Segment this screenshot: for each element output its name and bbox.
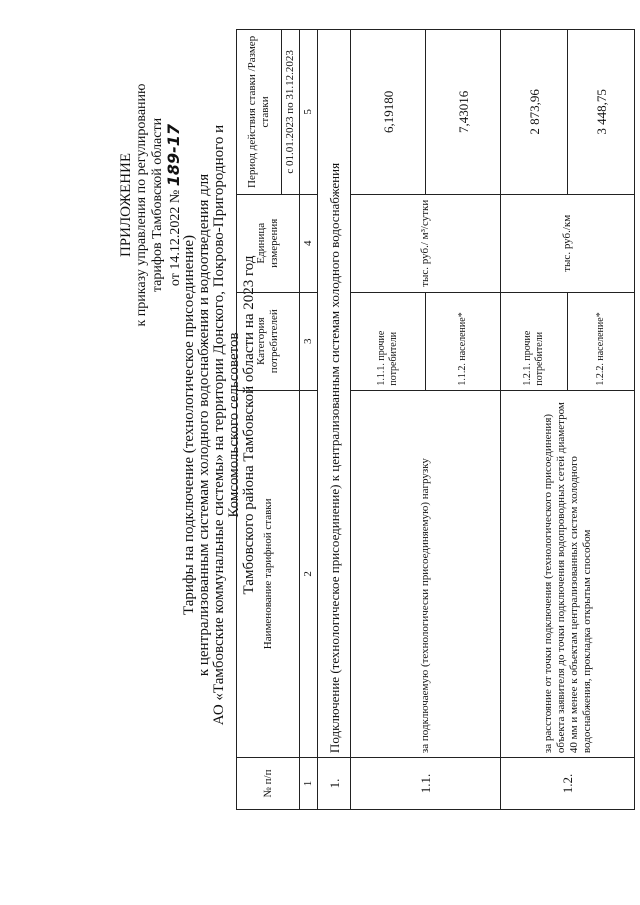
row-1-1-unit: тыс. руб./ м³/сутки (351, 194, 501, 292)
appendix-date: от 14.12.2022 № (168, 189, 183, 287)
row-1-1-name: за подключаемую (технологически присоединяемую) нагрузку (351, 390, 501, 757)
header-num: № п/п (237, 758, 300, 810)
appendix-line-3: тарифов Тамбовской области (150, 117, 165, 293)
col-number-5: 5 (300, 30, 318, 195)
section-num: 1. (318, 758, 351, 810)
tariff-table (236, 29, 635, 810)
row-1-2-name: за расстояние от точки подключения (технологического присоединения) объекта заявителя до точки подключения водопроводных сетей диаметром 40 мм и менее к объектам централизованных систем холодного водоснабжения, прокладка открытым способом (501, 390, 635, 757)
column-number-row (300, 30, 318, 810)
appendix-line-2: к приказу управления по регулированию (134, 83, 149, 327)
row-1-2-num: 1.2. (501, 758, 635, 810)
row-1-1-2-value: 7,43016 (426, 30, 501, 195)
row-1-2-2-category: 1.2.2. население* (568, 292, 635, 390)
header-period: Период действия ставки /Размер ставки (237, 30, 282, 195)
row-1-2-1-category: 1.2.1. прочие потребители (501, 292, 568, 390)
section-label: Подключение (технологическое присоединение) к централизованным системам холодного водоснабжения (318, 30, 351, 758)
handwritten-order-number: 189-17 (164, 123, 183, 187)
heading-line-3: АО «Тамбовские коммунальные системы» на территории Донского, Покрово-Пригородного и Комсомольского сельсоветов (211, 124, 242, 726)
section-row (318, 30, 351, 810)
header-unit: Единица измерения (237, 194, 300, 292)
header-period-range: с 01.01.2023 по 31.12.2023 (282, 30, 300, 195)
row-1-2-unit: тыс. руб./км (501, 194, 635, 292)
row-1-1-num: 1.1. (351, 758, 501, 810)
row-1-1-2-category: 1.1.2. население* (426, 292, 501, 390)
header-name: Наименование тарифной ставки (237, 390, 300, 757)
table-row (351, 30, 426, 810)
row-1-1-1-category: 1.1.1. прочие потребители (351, 292, 426, 390)
row-1-1-1-value: 6,19180 (351, 30, 426, 195)
appendix-block (118, 5, 184, 405)
col-number-4: 4 (300, 194, 318, 292)
table-header-row (237, 30, 282, 810)
row-1-2-1-value: 2 873,96 (501, 30, 568, 195)
appendix-title: ПРИЛОЖЕНИЕ (118, 152, 134, 258)
col-number-1: 1 (300, 758, 318, 810)
table-row (501, 30, 568, 810)
header-category: Категория потребителей (237, 292, 300, 390)
heading-line-4: Тамбовского района Тамбовской области на 2023 год (241, 255, 257, 595)
col-number-3: 3 (300, 292, 318, 390)
col-number-2: 2 (300, 390, 318, 757)
heading-line-2: к централизованным системам холодного водоснабжения и водоотведения для (196, 173, 212, 677)
row-1-2-2-value: 3 448,75 (568, 30, 635, 195)
heading-line-1: Тарифы на подключение (технологическое присоединение) (181, 234, 197, 616)
